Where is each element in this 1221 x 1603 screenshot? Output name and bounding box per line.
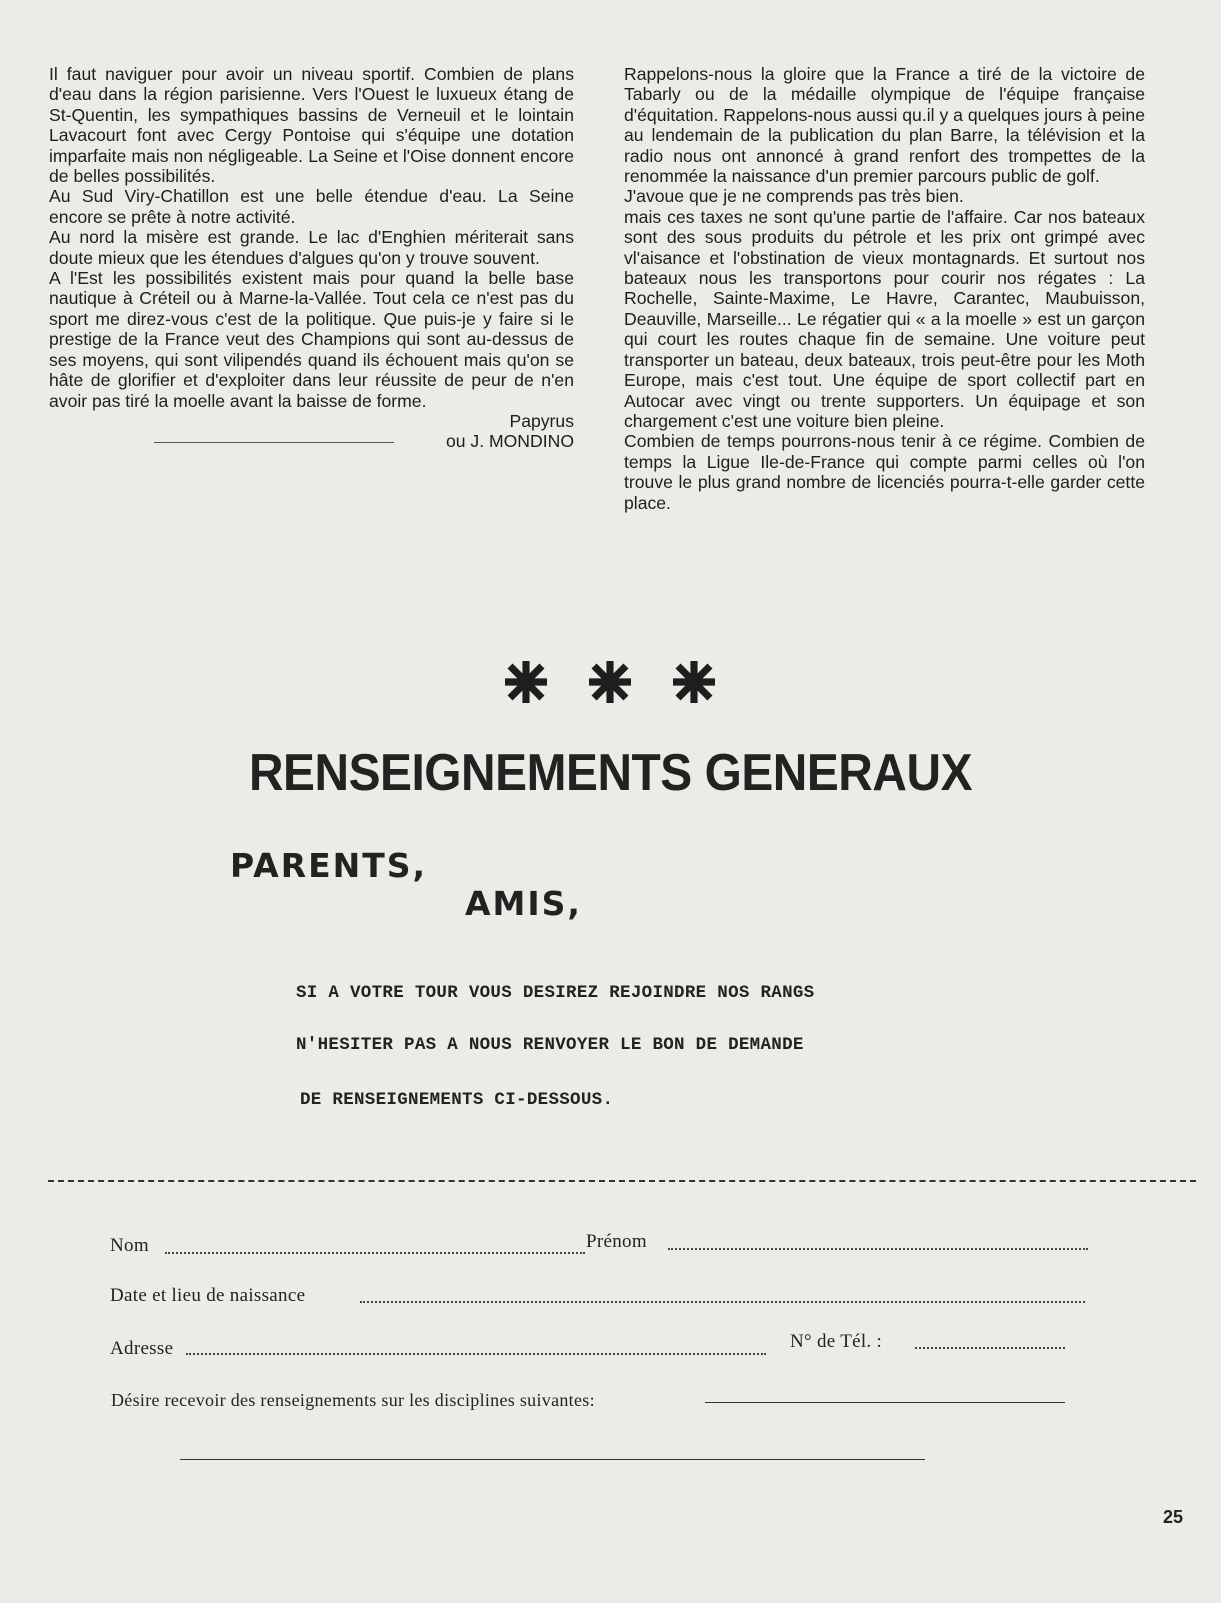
left-paragraph: Au Sud Viry-Chatillon est une belle étendue d'eau. La Seine encore se prête à notre activité. xyxy=(49,186,574,227)
tel-label: N° de Tél. : xyxy=(790,1331,883,1352)
disciplines-label: Désire recevoir des renseignements sur les disciplines suivantes: xyxy=(111,1390,595,1410)
asterisk-divider xyxy=(505,652,715,712)
prenom-field[interactable] xyxy=(668,1248,1088,1250)
cut-line xyxy=(48,1180,1196,1182)
adresse-label: Adresse xyxy=(110,1338,174,1359)
signature-author xyxy=(49,431,574,451)
right-column xyxy=(624,64,1145,513)
heading-amis: AMIS, xyxy=(465,884,582,923)
tel-field[interactable] xyxy=(915,1347,1065,1349)
message-line: N'HESITER PAS A NOUS RENVOYER LE BON DE DEMANDE xyxy=(296,1035,804,1055)
nom-label: Nom xyxy=(110,1235,149,1256)
signature-author-text: ou J. MONDINO xyxy=(445,431,574,452)
signature-papyrus: Papyrus xyxy=(509,410,574,431)
asterisk-icon xyxy=(589,661,631,703)
left-paragraph: A l'Est les possibilités existent mais pour quand la belle base nautique à Créteil ou à Marne-la-Vallée. Tout cela ce n'est pas du sport me direz-vous c'est de la politique. Que puis-je y faire si le prestige de la France veut des Champions qui sont au-dessus de ses moyens, qui sont vilipendés quand ils échouent mais qu'on se hâte de glorifier et d'exploiter dans leur réussite de peur de n'en avoir pas tiré la moelle avant la baisse de forme. xyxy=(49,268,574,411)
heading-parents: PARENTS, xyxy=(230,846,428,885)
page-number: 25 xyxy=(1163,1507,1184,1527)
adresse-field[interactable] xyxy=(186,1353,766,1355)
nom-field[interactable] xyxy=(165,1252,585,1254)
right-paragraph: Combien de temps pourrons-nous tenir à ce régime. Combien de temps la Ligue Ile-de-France qui compte parmi celles où l'on trouve le plus grand nombre de licenciés pourra-t-elle garder cette place. xyxy=(624,431,1145,513)
disciplines-field-line2[interactable] xyxy=(180,1459,925,1460)
message-line: DE RENSEIGNEMENTS CI-DESSOUS. xyxy=(300,1090,614,1110)
message-line: SI A VOTRE TOUR VOUS DESIREZ REJOINDRE NOS RANGS xyxy=(296,983,815,1003)
left-paragraph: Au nord la misère est grande. Le lac d'Enghien mériterait sans doute mieux que les étendues d'algues qu'on y trouve souvent. xyxy=(49,227,574,268)
asterisk-icon xyxy=(673,661,715,703)
date-lieu-field[interactable] xyxy=(360,1301,1085,1303)
disciplines-field[interactable] xyxy=(705,1402,1065,1403)
left-column xyxy=(49,64,574,452)
date-lieu-label: Date et lieu de naissance xyxy=(110,1285,306,1306)
right-paragraph: Rappelons-nous la gloire que la France a tiré de la victoire de Tabarly ou de la médaille olympique de l'équipe française d'équitation. Rappelons-nous aussi qu.il y a quelques jours à peine au lendemain de la publication du plan Barre, la télévision et la radio nous ont annoncé à grand renfort des trompettes de la renommée la naissance d'un premier parcours public de golf. xyxy=(624,64,1145,187)
right-paragraph: J'avoue que je ne comprends pas très bien. xyxy=(624,186,964,207)
prenom-label: Prénom xyxy=(586,1231,647,1252)
right-paragraph: mais ces taxes ne sont qu'une partie de l'affaire. Car nos bateaux sont des sous produits du pétrole et les prix ont grimpé avec vl'aisance et l'obstination de vieux montagnards. Et surtout nos bateaux nous les transportons pour courir nos régates : La Rochelle, Sainte-Maxime, Le Havre, Carantec, Maubuisson, Deauville, Marseille... Le régatier qui « a la moelle » est un garçon qui court les routes chaque fin de semaine. Une voiture peut transporter un bateau, deux bateaux, trois peut-être pour les Moth Europe, mais c'est tout. Une équipe de sport collectif part en Autocar avec vingt ou trente supporters. Un équipage et son chargement c'est une voiture bien pleine. xyxy=(624,206,1145,431)
asterisk-icon xyxy=(505,661,547,703)
left-paragraph: Il faut naviguer pour avoir un niveau sportif. Combien de plans d'eau dans la région parisienne. Vers l'Ouest le luxueux étang de St-Quentin, les sympathiques bassins de Verneuil et le lointain Lavacourt font avec Cergy Pontoise qui s'équipe une dotation imparfaite mais non négligeable. La Seine et l'Oise donnent encore de belles possibilités. xyxy=(49,64,574,187)
page-title: RENSEIGNEMENTS GENERAUX xyxy=(248,744,973,802)
signature-dash xyxy=(154,442,394,443)
